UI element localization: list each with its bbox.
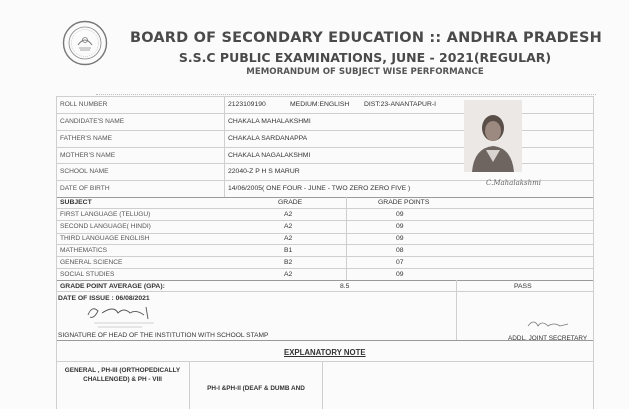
mother-name-value: CHAKALA NAGALAKSHMI (228, 152, 311, 159)
exam-subtitle: S.S.C PUBLIC EXAMINATIONS, JUNE - 2021(REGULAR) (178, 50, 552, 65)
secretary-label: ADDL. JOINT SECRETARY (508, 335, 588, 342)
subject-name: SOCIAL STUDIES (60, 271, 115, 278)
subject-name: MATHEMATICS (60, 247, 108, 254)
grade-header: GRADE (278, 199, 303, 206)
board-title: BOARD OF SECONDARY EDUCATION :: ANDHRA PRADESH (130, 30, 602, 46)
result-value: PASS (514, 283, 532, 290)
category-general: GENERAL , PH-III (ORTHOPEDICALLY CHALLENGED) & PH - VIII (64, 367, 181, 383)
subject-name: GENERAL SCIENCE (60, 259, 123, 266)
memo-title: MEMORANDUM OF SUBJECT WISE PERFORMANCE (246, 67, 484, 77)
board-seal-icon (62, 20, 108, 66)
subject-grade: A2 (284, 223, 293, 230)
medium-value: MEDIUM:ENGLISH (290, 101, 350, 108)
district-value: DIST:23-ANANTAPUR-I (364, 101, 437, 108)
subject-header: SUBJECT (60, 199, 92, 206)
subject-points: 09 (396, 235, 404, 242)
explanatory-note-title: EXPLANATORY NOTE (284, 348, 366, 357)
subject-grade: A2 (284, 271, 293, 278)
school-name-value: 22040-Z P H S MARUR (228, 168, 300, 175)
subject-points: 09 (396, 223, 404, 230)
head-signature-scribble (84, 301, 194, 336)
candidate-signature: C.Mahalakshmi (486, 179, 541, 187)
father-name-value: CHAKALA SARDANAPPA (228, 135, 308, 142)
candidate-name-value: CHAKALA MAHALAKSHMI (228, 118, 311, 125)
gpa-value: 8.5 (340, 283, 350, 290)
dob-label: DATE OF BIRTH (60, 185, 110, 192)
subject-name: FIRST LANGUAGE (TELUGU) (60, 211, 151, 218)
subject-points: 08 (396, 247, 404, 254)
subject-points: 09 (396, 211, 404, 218)
subject-grade: B1 (284, 247, 293, 254)
head-signature-label: SIGNATURE OF HEAD OF THE INSTITUTION WITH SCHOOL STAMP (58, 332, 269, 339)
grade-points-header: GRADE POINTS (378, 199, 430, 206)
school-name-label: SCHOOL NAME (60, 168, 109, 175)
gpa-label: GRADE POINT AVERAGE (GPA): (60, 283, 165, 290)
roll-number-value: 2123109190 (228, 101, 266, 108)
issue-date: DATE OF ISSUE : 06/08/2021 (58, 295, 150, 302)
subject-name: THIRD LANGUAGE ENGLISH (60, 235, 150, 242)
subject-grade: B2 (284, 259, 293, 266)
mother-name-label: MOTHER'S NAME (60, 152, 116, 159)
subject-grade: A2 (284, 235, 293, 242)
memo-table (56, 96, 593, 409)
dob-value: 14/06/2005( ONE FOUR - JUNE - TWO ZERO ZERO FIVE ) (228, 185, 411, 192)
subject-points: 07 (396, 259, 404, 266)
subject-name: SECOND LANGUAGE( HINDI) (60, 223, 151, 230)
father-name-label: FATHER'S NAME (60, 135, 113, 142)
secretary-signature-scribble (526, 316, 570, 337)
category-ph1-ph2: PH-I &PH-II (DEAF & DUMB AND (207, 385, 305, 392)
subject-grade: A2 (284, 211, 293, 218)
roll-number-label: ROLL NUMBER (60, 101, 108, 108)
candidate-photo (464, 100, 522, 172)
subject-points: 09 (396, 271, 404, 278)
candidate-name-label: CANDIDATE'S NAME (60, 118, 125, 125)
